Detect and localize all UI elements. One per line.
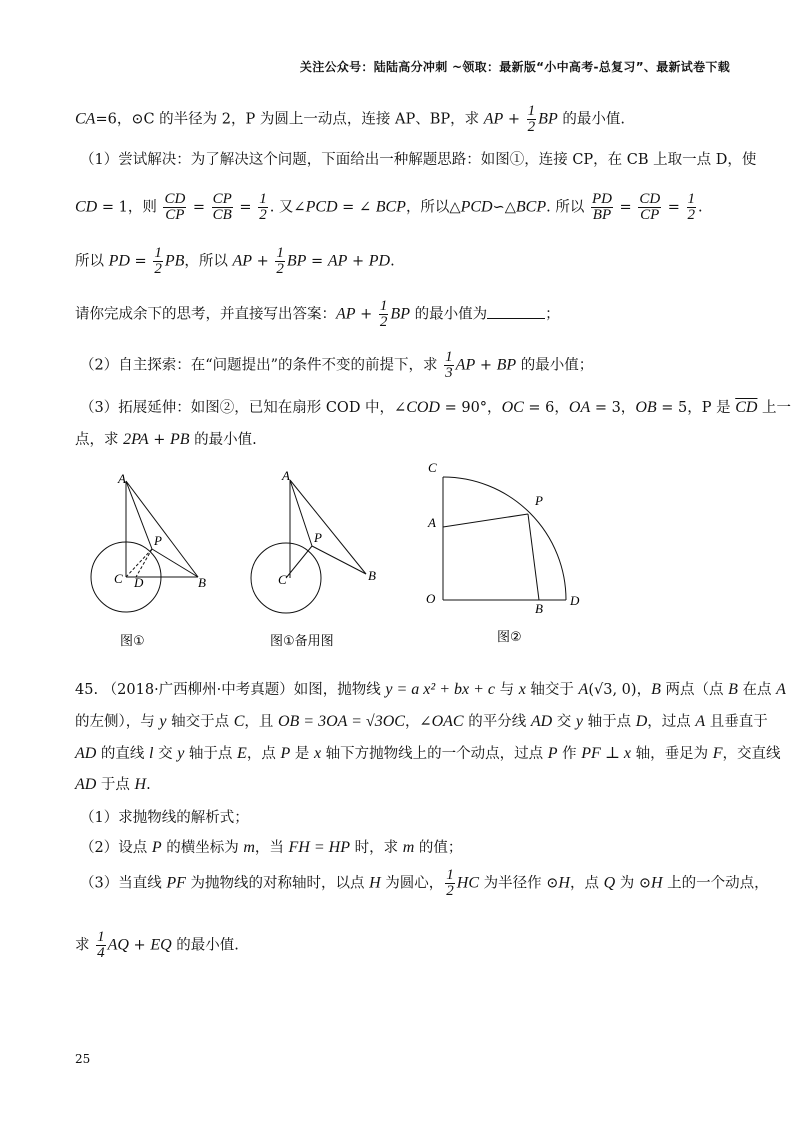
question-1-answer-line: 请你完成余下的思考，并直接写出答案：AP + $\frac{1}{2}$ BP 的最小值为 ；: [75, 298, 560, 330]
fig2-label-p: P: [535, 493, 543, 508]
question-1-line-3: 所以 PD = $\frac{1}{2}$ PB，所以 AP + $\frac{1}{2}$ BP = AP + PD.: [75, 245, 395, 277]
question-3-line-1: （3）拓展延伸：如图②，已知在扇形 COD 中，∠COD = 90°，OC = 6，OA = 3，OB = 5，P 是 $\overline{CD}$ 上一: [80, 399, 792, 416]
fig1-label-b: B: [198, 575, 206, 590]
question-1-line-2: CD = 1，则 $\frac{CD}{CP}$ = $\frac{CP}{CB}$ = $\frac{1}{2}$ . 又∠PCD = ∠ BCP，所以△PCD∽△BCP. 所以 $\frac{PD}{BP}$ = $\frac{CD}{CP}$ = $\frac{1}{2}$ .: [75, 191, 703, 223]
question-3-line-2: 点，求 2PA + PB 的最小值.: [75, 431, 257, 448]
page-header: 关注公众号：陆陆高分冲刺 ~领取：最新版“小中高考-总复习”、最新试卷下载: [299, 60, 730, 74]
problem-45-question-3: （3）当直线 PF 为抛物线的对称轴时，以点 H 为圆心， $\frac{1}{2}$ HC 为半径作 ⊙H，点 Q 为 ⊙H 上的一个动点，: [80, 867, 769, 899]
question-2-line: （2）自主探索：在“问题提出”的条件不变的前提下，求 $\frac{1}{3}$ AP + BP 的最小值；: [80, 349, 594, 381]
fig2-label-b: B: [535, 601, 543, 616]
problem-45-line-4: AD 于点 H.: [75, 776, 151, 793]
problem-intro-line: CA=6，⊙C 的半径为 2，P 为圆上一动点，连接 AP、BP，求 AP + $\frac{1}{2}$ BP 的最小值.: [75, 103, 625, 135]
problem-45-question-2: （2）设点 P 的横坐标为 m，当 FH = HP 时，求 m 的值；: [80, 839, 463, 856]
fig2-label-a: A: [428, 515, 436, 530]
fig1-label-p: P: [154, 533, 162, 548]
page-number: 25: [75, 1052, 91, 1066]
figure-1-backup: [240, 462, 400, 655]
fig2-label-c: C: [428, 460, 437, 475]
fig1b-label-p: P: [314, 530, 322, 545]
fig1b-label-c: C: [278, 572, 287, 587]
problem-45-line-1: 45. （2018·广西柳州·中考真题）如图，抛物线 y = a x² + bx + c 与 x 轴交于 A(√3, 0)，B 两点（点 B 在点 A: [75, 681, 786, 698]
fig1b-label-b: B: [368, 568, 376, 583]
problem-45-question-1: （1）求抛物线的解析式；: [80, 810, 249, 826]
problem-45-question-3-cont: 求 $\frac{1}{4}$ AQ + EQ 的最小值.: [75, 929, 239, 961]
problem-45-line-2: 的左侧），与 y 轴交于点 C，且 OB = 3OA = √3OC，∠OAC 的平分线 AD 交 y 轴于点 D，过点 A 且垂直于: [75, 713, 768, 730]
fig1b-label-a: A: [282, 468, 290, 483]
question-1-line-1: （1）尝试解决：为了解决这个问题，下面给出一种解题思路：如图①，连接 CP，在 CB 上取一点 D，使: [80, 152, 757, 168]
figure-1: [80, 465, 230, 655]
fig2-label-d: D: [570, 593, 580, 608]
fig2-caption: 图②: [497, 630, 522, 645]
fig1-caption: 图①: [120, 634, 145, 649]
answer-blank[interactable]: [487, 304, 545, 319]
fig1-label-a: A: [118, 471, 126, 486]
fig1b-caption: 图①备用图: [270, 634, 334, 649]
figure-2: [420, 455, 600, 655]
fig1-label-c: C: [114, 571, 123, 586]
problem-45-line-3: AD 的直线 l 交 y 轴于点 E，点 P 是 x 轴下方抛物线上的一个动点，过点 P 作 PF ⊥ x 轴，垂足为 F，交直线: [75, 745, 781, 762]
fig2-label-o: O: [426, 591, 436, 606]
fig1-label-d: D: [134, 575, 144, 590]
